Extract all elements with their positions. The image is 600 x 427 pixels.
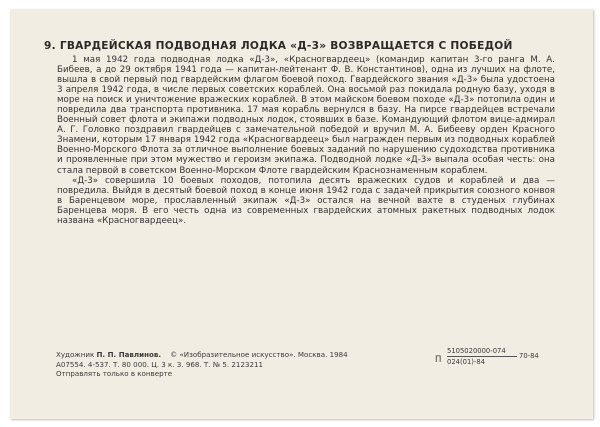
body-text bbox=[57, 55, 555, 226]
paragraph: 1 мая 1942 года подводная лодка «Д-3», «Красногвардеец» (командир капитан 3-го ранга М. А. Бибеев, а до 29 октября 1941 года — капитан-лейтенант Ф. В. Константинов), одна из лучших на флоте, вышла в свой первый под гвардейским флагом боевой поход. Гвардейского звания «Д-3» была удостоена 3 апреля 1942 года, в числе первых советских кораблей. Она восьмой раз покидала родную базу, уходя в море на поиск и уничтожение вражеских кораблей. В этом майском боевом походе «Д-3» потопила один и повредила два транспорта противника. 17 мая корабль вернулся в базу. На пирсе гвардейцев встречали Военный совет флота и экипажи подводных лодок, стоявших в базе. Командующий флотом вице-адмирал А. Г. Головко поздравил гвардейцев с замечательной победой и вручил М. А. Бибееву орден Красного Знамени, которым 17 января 1942 года «Красногвардеец» был награжден первым из подводных кораблей Военно-Морского Флота за отличное выполнение боевых заданий по нарушению судоходства противника и проявленные при этом мужество и героизм экипажа. Подводной лодке «Д-3» выпала особая честь: она стала первой в советском Военно-Морском Флоте гвардейским Краснознаменным кораблем. bbox=[57, 55, 555, 176]
index-denominator: 024(01)-84 bbox=[447, 358, 486, 366]
paragraph: «Д-3» совершила 10 боевых походов, потопила десять вражеских судов и кораблей и два — повредила. Выйдя в десятый боевой поход в конце июня 1942 года с задачей прикрытия союзного конвоя в Баренцевом море, прославленный экипаж «Д-3» остался на вечной вахте в студеных глубинах Баренцева моря. В его честь одна из современных гвардейских атомных ракетных подводных лодок названа «Красногвардеец». bbox=[57, 175, 555, 226]
index-letter: П bbox=[435, 355, 442, 365]
artist-name: П. П. Павлинов. bbox=[96, 350, 162, 359]
page-title: 9. ГВАРДЕЙСКАЯ ПОДВОДНАЯ ЛОДКА «Д-3» ВОЗВРАЩАЕТСЯ С ПОБЕДОЙ bbox=[44, 40, 513, 52]
artist-label: Художник bbox=[56, 350, 95, 359]
print-info: А07554. 4-537. Т. 80 000. Ц. 3 к. З. 968. Т. № 5. 2123211 bbox=[56, 359, 264, 369]
publisher: © «Изобразительное искусство». Москва. 1984 bbox=[170, 350, 348, 359]
publication-info bbox=[56, 350, 348, 379]
index-fraction-bar bbox=[447, 356, 517, 357]
postcard-back bbox=[10, 9, 593, 419]
send-note: Отправлять только в конверте bbox=[56, 369, 173, 379]
credits-line bbox=[56, 350, 348, 360]
index-year: 70-84 bbox=[519, 352, 539, 360]
index-numerator: 5105020000-074 bbox=[447, 347, 506, 355]
